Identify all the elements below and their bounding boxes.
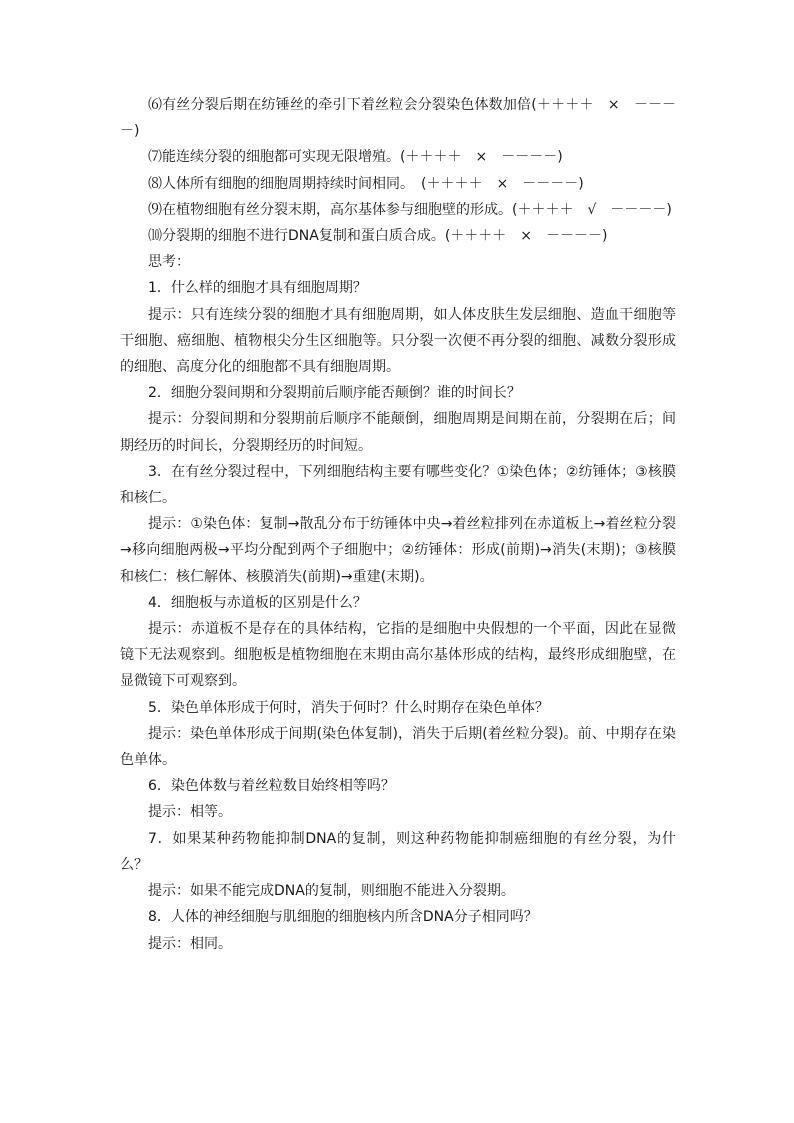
hint-8: 提示：相同。: [148, 935, 232, 952]
hint-5: 提示：染色单体形成于间期(染色体复制)，消失于后期(着丝粒分裂)。前、中期存在染色单体。: [120, 725, 676, 769]
question-6: 6．染色体数与着丝粒数目始终相等吗？: [148, 778, 395, 795]
question-7: 7．如果某种药物能抑制DNA的复制，则这种药物能抑制癌细胞的有丝分裂，为什么？: [120, 830, 676, 873]
question-2: 2．细胞分裂间期和分裂期前后顺序能否颠倒？谁的时间长？: [148, 385, 521, 402]
hint-1: 提示：只有连续分裂的细胞才具有细胞周期，如人体皮肤生发层细胞、造血干细胞等干细胞、癌细胞、植物根尖分生区细胞等。只分裂一次便不再分裂的细胞、减数分裂形成的细胞、高度分化的细胞都不具有细胞周期。: [120, 306, 676, 376]
judgment-item-10: ⑽分裂期的细胞不进行DNA复制和蛋白质合成。(＋＋＋＋ × －－－－): [148, 228, 608, 245]
hint-3: 提示：①染色体：复制→散乱分布于纺锤体中央→着丝粒排列在赤道板上→着丝粒分裂→移向细胞两极→平均分配到两个子细胞中；②纺锤体：形成(前期)→消失(末期)；③核膜和核仁：核仁解体、核膜消失(前期)→重建(末期)。: [120, 516, 676, 585]
hint-4: 提示：赤道板不是存在的具体结构，它指的是细胞中央假想的一个平面，因此在显微镜下无法观察到。细胞板是植物细胞在末期由高尔基体形成的结构，最终形成细胞壁，在显微镜下可观察到。: [120, 621, 676, 690]
hint-2: 提示：分裂间期和分裂期前后顺序不能颠倒，细胞周期是间期在前，分裂期在后；间期经历的时间长，分裂期经历的时间短。: [120, 411, 676, 454]
question-3: 3．在有丝分裂过程中，下列细胞结构主要有哪些变化？①染色体；②纺锤体；③核膜和核仁。: [120, 463, 676, 507]
hint-7: 提示：如果不能完成DNA的复制，则细胞不能进入分裂期。: [148, 883, 515, 900]
question-4: 4．细胞板与赤道板的区别是什么？: [148, 594, 367, 611]
judgment-item-9: ⑼在植物细胞有丝分裂末期，高尔基体参与细胞壁的形成。(＋＋＋＋ √ －－－－): [148, 201, 672, 218]
hint-6: 提示：相等。: [148, 804, 232, 821]
question-1: 1．什么样的细胞才具有细胞周期？: [148, 280, 367, 297]
question-5: 5．染色单体形成于何时，消失于何时？什么时期存在染色单体？: [148, 699, 549, 716]
section-heading-thinking: 思考：: [148, 254, 190, 271]
judgment-item-7: ⑺能连续分裂的细胞都可实现无限增殖。(＋＋＋＋ × －－－－): [148, 149, 563, 166]
question-8: 8．人体的神经细胞与肌细胞的细胞核内所含DNA分子相同吗？: [148, 909, 538, 926]
judgment-item-6: ⑹有丝分裂后期在纺锤丝的牵引下着丝粒会分裂染色体数加倍(＋＋＋＋ × －－－－): [120, 97, 676, 140]
judgment-item-8: ⑻人体所有细胞的细胞周期持续时间相同。 (＋＋＋＋ × －－－－): [148, 175, 584, 192]
document-body: [120, 92, 676, 957]
